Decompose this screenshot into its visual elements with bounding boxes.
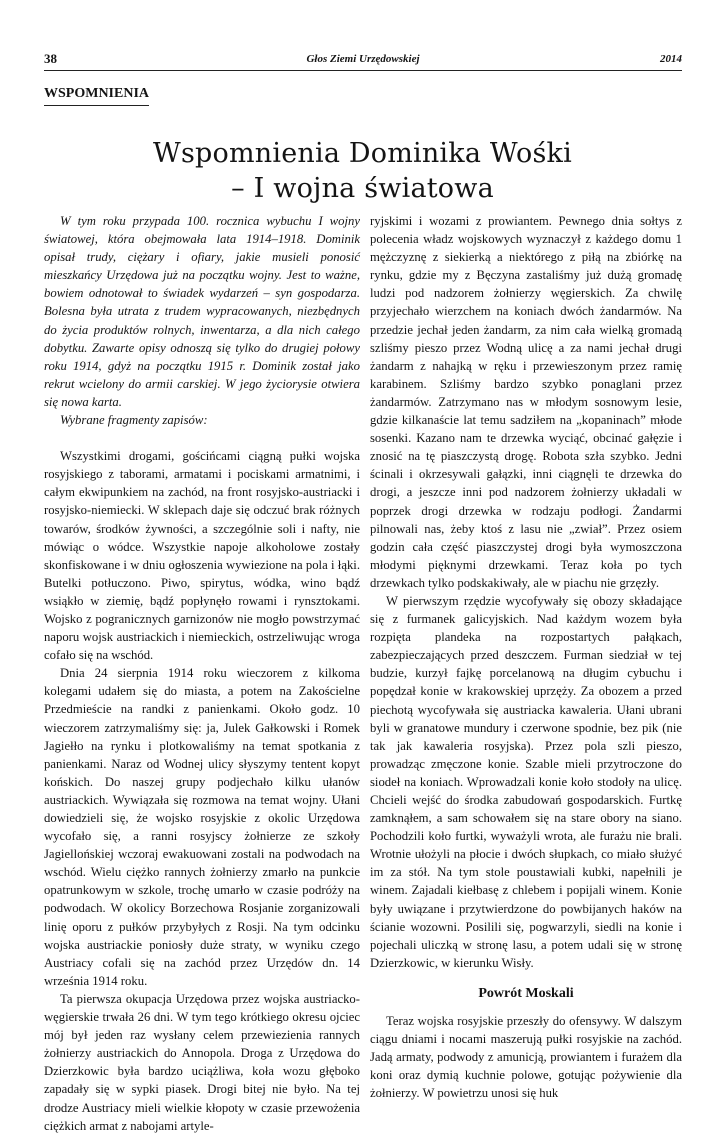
- right-column: [370, 212, 682, 1102]
- header-rule: [44, 70, 682, 71]
- title-line-1: Wspomnienia Dominika Wośki: [153, 138, 572, 169]
- body-paragraph: Wszystkimi drogami, gościńcami ciągną pułki wojska rosyjskiego z taborami, armatami i pociskami armatnimi, i całym ekwipunkiem na zachód, na front rosyjsko-austriacki i rosyjsko-niemiecki. W sklepach daje się odczuć brak różnych towarów, środków żywności, a szczególnie soli i nafty, nie mówiąc o wódce. Wszystkie napoje alkoholowe zostały skonfiskowane i w dniu ogłoszenia wywiezione na pola i łąki. Butelki potłuczono. Piwo, spirytus, wódka, wino bądź wsiąkło w ziemię, bądź popłynęło rowami i rynsztokami. Wojsko z pogranicznych garnizonów nie mogło powstrzymać naporu wojsk austriackich i niemieckich, ostrzeliwując wroga cofało się na wschód.: [44, 449, 360, 663]
- paragraph-spacer: [44, 429, 360, 447]
- body-paragraph: Ta pierwsza okupacja Urzędowa przez wojska austriacko-węgierskie trwała 26 dni. W tym tego krótkiego okresu ojciec mój był jeden raz wysłany celem przewiezienia rannych żołnierzy austriackich do Annopola. Droga z Urzędowa do Dzierzkowic była bardzo uciążliwa, koła wozu głęboko zapadały się w sypki piasek. Drogi bitej nie było. Na tej drodze Austriacy mieli wielkie kłopoty w czasie przewożenia ciężkich armat z nabojami artyle-: [44, 991, 360, 1133]
- section-label: WSPOMNIENIA: [44, 86, 149, 106]
- publication-year: 2014: [660, 53, 682, 65]
- section-subheading: Powrót Moskali: [478, 985, 574, 1001]
- title-line-2: – I wojna światowa: [231, 173, 494, 204]
- journal-name: Głos Ziemi Urzędowskiej: [306, 53, 420, 65]
- left-column: [44, 212, 360, 1135]
- page-number: 38: [44, 51, 57, 66]
- page-header: [44, 51, 682, 67]
- body-paragraph-continued: ryjskimi i wozami z prowiantem. Pewnego dnia sołtys z polecenia władz wojskowych wyznaczył z każdego domu 1 mężczyznę z siekierką a niektórego z piłą na zbiórkę na rynku, gdzie my z Bęczyna zastaliśmy już dużą gromadę ludzi pod nadzorem żołnierzy węgierskich. Za chwilę przyjechało wierzchem na koniach dwóch żandarmów. Na przedzie jechał jeden żandarm, za nim cała wielką gromadą szliśmy pieszo przez Wodną ulicę a za nami jechał drugi żandarm z nahajką w ręku i przewieszonym przez ramię karabinem. Szliśmy bardzo szybko ponaglani przez żandarmów. Zatrzymano nas w młodym sosnowym lesie, gdzie kilkanaście lat temu sadziłem na „kopaninach” młode sosenki. Kazano nam te drzewka wyciąć, obcinać gałęzie i znosić na tę piaszczystą drogę. Robota szła szybko. Jedni ścinali i okrzesywali gałązki, inni ciągnęli te drzewka do drogi, a jeszcze inni pod nadzorem żołnierzy układali w poprzek drogi drzewka w rodzaju podłogi. Żandarmi pilnowali nas, żeby ktoś z lasu nie „zwiał”. Przez osiem godzin cała część piaszczystej drogi była wymoszczona młodymi pięknymi drzewkami. Teraz koła po tych drzewkach tylko podskakiwały, ale w piachu nie grzęzły.: [370, 214, 682, 590]
- article-title: [40, 136, 685, 206]
- lead-paragraph: W tym roku przypada 100. rocznica wybuchu I wojny światowej, która obejmowała lata 1914–1918. Dominik opisał trudy, ciężary i ofiary, jakie musieli ponosić mieszkańcy Urzędowa już na początku wojny. Jest to ważne, bowiem odnotował to świadek wydarzeń – syn gospodarza. Bolesna była utrata z trudem wypracowanych, niezbędnych do życia produktów rolnych, inwentarza, a dla nich całego dobytku. Zawarte opisy odnoszą się tylko do drugiej połowy roku 1914, gdyż na początku 1915 r. Dominik został jako rekrut wcielony do armii carskiej. W jego życiorysie otwiera się nowa karta.: [44, 214, 360, 409]
- body-paragraph: Teraz wojska rosyjskie przeszły do ofensywy. W dalszym ciągu dniami i nocami maszerują pułki rosyjskie na zachód. Jadą armaty, podwody z amunicją, prowiantem i furażem dla koni oraz dymią kuchnie polowe, gotując pożywienie dla żołnierzy. W powietrzu unosi się huk: [370, 1013, 682, 1101]
- lead-fragments: Wybrane fragmenty zapisów:: [60, 413, 208, 428]
- body-paragraph: Dnia 24 sierpnia 1914 roku wieczorem z kilkoma kolegami udałem się do miasta, a potem na Zakościelne Przedmieście na randki z panienkami. Około godz. 10 wieczorem zatrzymaliśmy się: ja, Julek Gałkowski i Romek Jagiełło na rynku i plotkowaliśmy na temat spotkania z panienkami. Naraz od Wodnej ulicy słyszymy tentent kopyt końskich. Do naszej grupy podjechało kilku ułanów austriackich. Wywiązała się rozmowa na temat wojny. Ułani dowiedzieli się, że wojsko rosyjskie z okolic Urzędowa wycofało się, a ranni rosyjscy żołnierze ze szkoły Jagiellońskiej wczoraj ewakuowani zostali na podwodach na wschód. Wielu ciężko rannych żołnierzy zmarło na punkcie opatrunkowym w szkole, trochę umarło w czasie podróży na podwodach. W okolicy Borzechowa Rosjanie zorganizowali linię oporu z pułków przybyłych z Rosji. Na tym odcinku wojska austriackie poniosły duże straty, w wyniku czego Austriacy cofali się na zachód przez Urzędów dn. 14 września 1914 roku.: [44, 666, 360, 988]
- body-paragraph: W pierwszym rzędzie wycofywały się obozy składające się z furmanek galicyjskich. Nad każdym wozem była rozpięta plandeka na rozpostartych pałąkach, zabezpieczających przed deszczem. Furman siedział w tej budzie, kurzył fajkę porcelanową na długim cybuchu i popędzał konie w krakowskiej uprzęży. Za obozem a przed piechotą wycofywała się austriacka kawaleria. Ułani ubrani byli w granatowe mundury i czerwone spodnie, bez pik (nie tak jak kawaleria rosyjska). Przez pola szli pieszo, prowadząc zmęczone konie. Szable mieli przytroczone do siodeł na koniach. Wprowadzali konie koło stodoły na ulicę. Chcieli wejść do środka zabudowań gospodarskich. Furtkę zamknąłem, a sam schowałem się na stare obory na siano. Pochodzili koło furtki, wyważyli wrota, ale furażu nie brali. Wrotnie ułożyli na płocie i dwóch słupkach, co miało służyć im za stół. Na tym stole poustawiali kubki, napełnili je winem. Zajadali kiełbasę z chlebem i popijali winem. Konie były uwiązane i przytwierdzone do powbijanych haków na ścianie wozowni. Posilili się, pogwarzyli, siedli na konie i pojechali uliczką w stronę lasu, a potem udali się w stronę Dzierzkowic, w kierunku Wisły.: [370, 593, 682, 970]
